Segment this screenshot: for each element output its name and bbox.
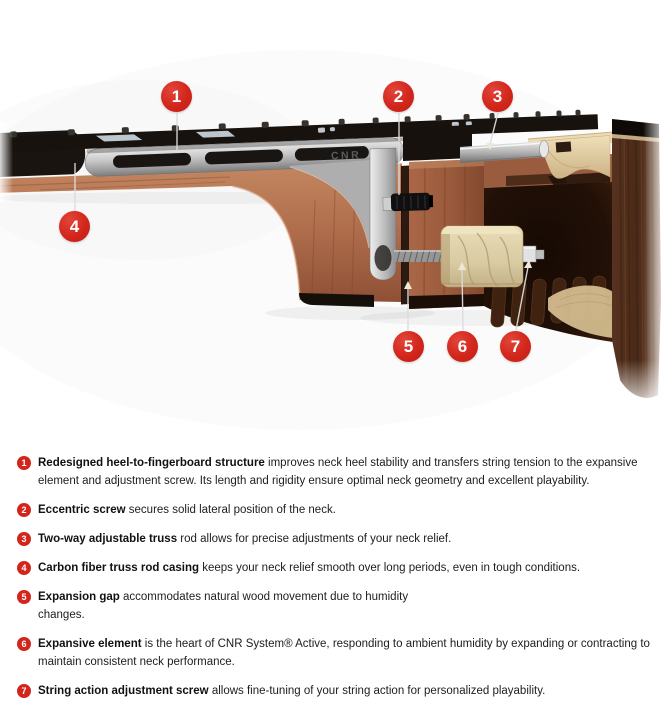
legend-term: Two-way adjustable truss	[38, 533, 178, 545]
legend-item-2	[17, 501, 659, 519]
legend-description: allows fine-tuning of your string action for personalized playability.	[208, 685, 546, 697]
bottom-edge-fade	[600, 360, 672, 430]
left-edge-fade	[0, 122, 13, 202]
legend-bullet-5: 5	[17, 590, 31, 604]
marker-3: 3	[482, 81, 513, 112]
legend-bullet-2: 2	[17, 503, 31, 517]
legend-term: Carbon fiber truss rod casing	[38, 562, 200, 574]
legend-description: rod allows for precise adjustments of your neck relief.	[177, 533, 452, 545]
legend-bullet-6: 6	[17, 637, 31, 651]
legend-description: secures solid lateral position of the neck.	[125, 504, 336, 516]
legend-bullet-1: 1	[17, 456, 31, 470]
legend-item-1	[17, 454, 659, 490]
legend	[17, 454, 659, 711]
marker-4: 4	[59, 211, 90, 242]
legend-term: Expansion gap	[38, 591, 120, 603]
legend-bullet-4: 4	[17, 561, 31, 575]
marker-5: 5	[393, 331, 424, 362]
marker-1: 1	[161, 81, 192, 112]
expansive-element	[441, 226, 523, 287]
legend-description: accommodates natural wood movement due to humidity changes.	[38, 591, 409, 621]
legend-item-4	[17, 559, 659, 577]
callout-line-6	[462, 269, 463, 330]
marker-2: 2	[383, 81, 414, 112]
legend-item-7	[17, 682, 659, 700]
marker-7: 7	[500, 331, 531, 362]
neck-block	[540, 136, 610, 187]
legend-bullet-3: 3	[17, 532, 31, 546]
metal-engraving: CNR	[330, 149, 362, 163]
adjustment-rod	[394, 250, 444, 262]
legend-bullet-7: 7	[17, 684, 31, 698]
legend-term: Expansive element	[38, 638, 142, 650]
legend-description: is the heart of CNR System® Active, responding to ambient humidity by expanding or contracting to maintain consistent neck performance.	[38, 638, 650, 668]
marker-6: 6	[447, 331, 478, 362]
legend-item-5	[17, 588, 438, 624]
legend-description: keeps your neck relief smooth over long periods, even in tough conditions.	[199, 562, 581, 574]
legend-item-6	[17, 635, 659, 671]
legend-description: improves neck heel stability and transfers string tension to the expansive element and adjustment screw. Its length and rigidity ensure optimal neck geometry and excellent playability.	[38, 457, 638, 487]
legend-item-3	[17, 530, 659, 548]
legend-term: Eccentric screw	[38, 504, 126, 516]
legend-term: String action adjustment screw	[38, 685, 209, 697]
legend-term: Redesigned heel-to-fingerboard structure	[38, 457, 265, 469]
